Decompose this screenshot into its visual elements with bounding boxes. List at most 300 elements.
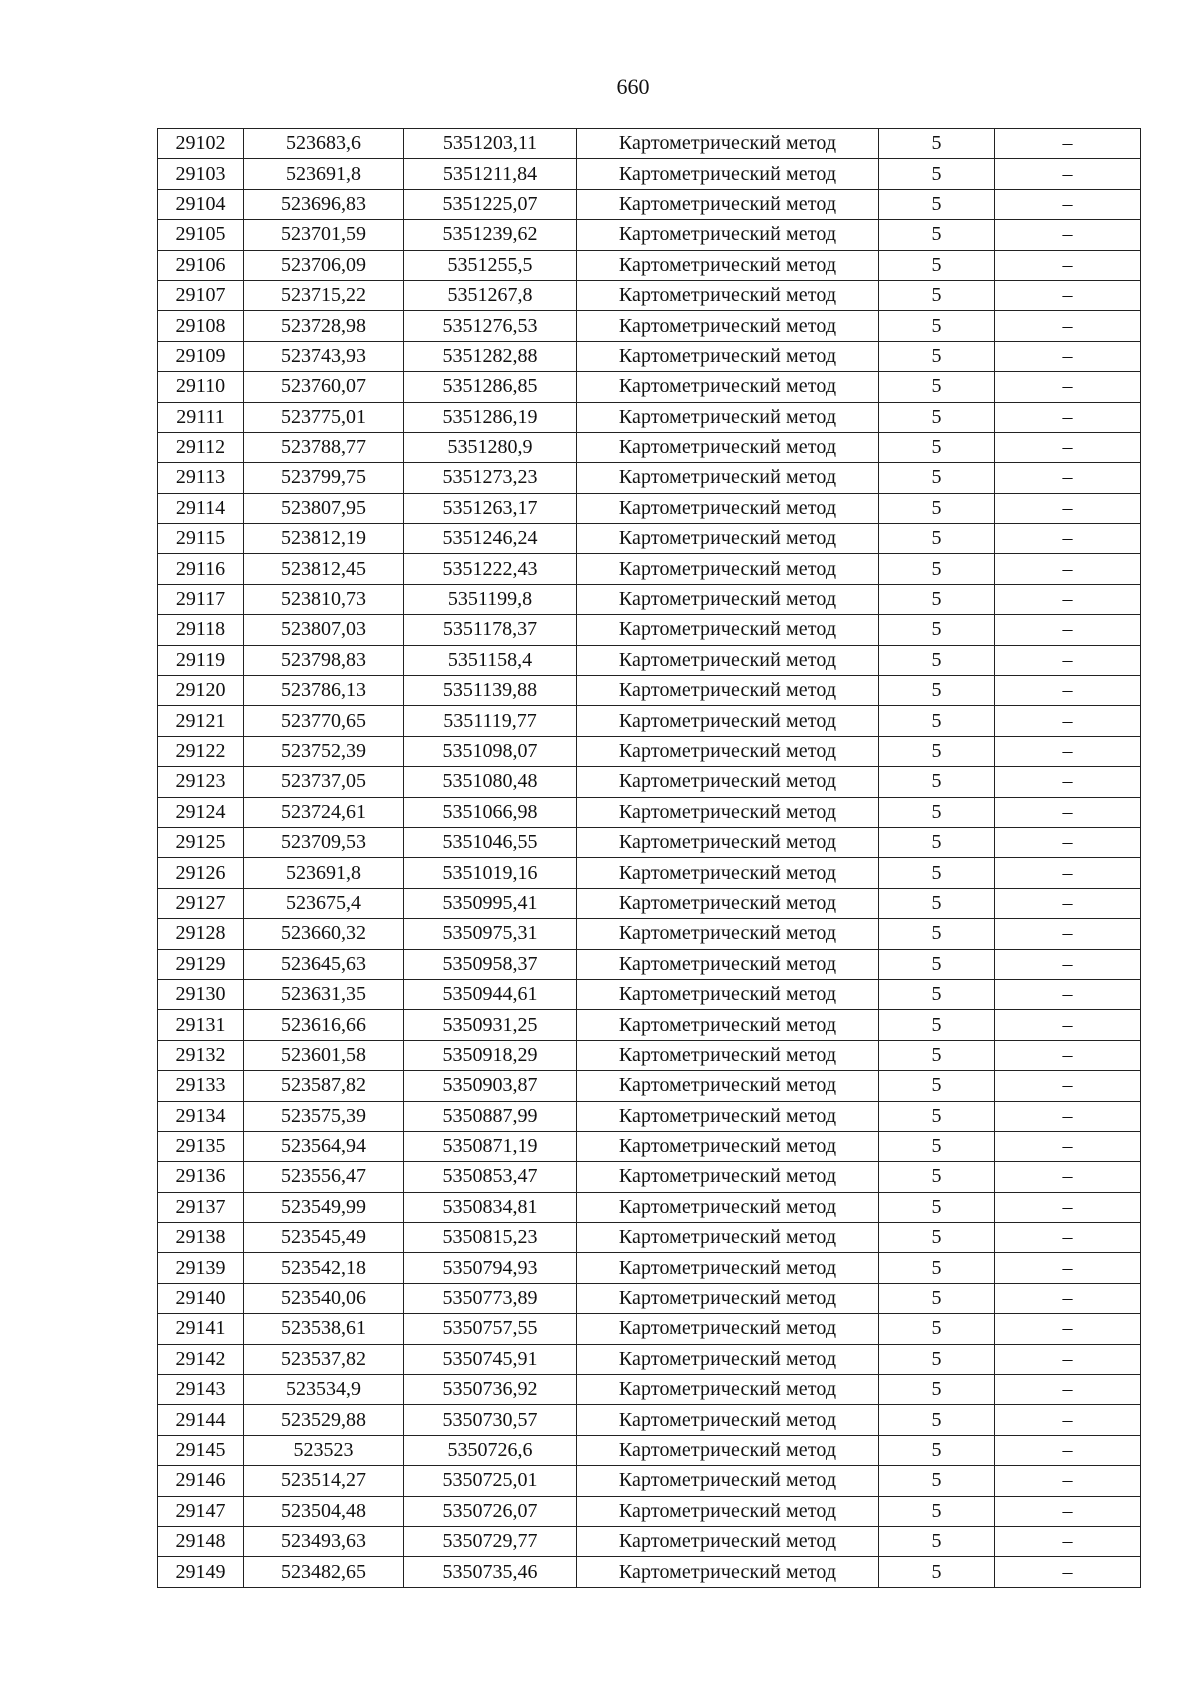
method-cell: Картометрический метод [577, 250, 879, 280]
accuracy-cell: 5 [879, 463, 995, 493]
point-number-cell: 29126 [158, 858, 244, 888]
y-coordinate-cell: 5351286,19 [404, 402, 577, 432]
accuracy-cell: 5 [879, 1010, 995, 1040]
table-row [158, 888, 1141, 918]
method-cell: Картометрический метод [577, 129, 879, 159]
note-cell: – [995, 584, 1141, 614]
y-coordinate-cell: 5350726,6 [404, 1435, 577, 1465]
accuracy-cell: 5 [879, 615, 995, 645]
point-number-cell: 29137 [158, 1192, 244, 1222]
point-number-cell: 29123 [158, 767, 244, 797]
y-coordinate-cell: 5351225,07 [404, 189, 577, 219]
accuracy-cell: 5 [879, 432, 995, 462]
table-row [158, 129, 1141, 159]
note-cell: – [995, 524, 1141, 554]
note-cell: – [995, 949, 1141, 979]
method-cell: Картометрический метод [577, 1101, 879, 1131]
table-row [158, 1192, 1141, 1222]
y-coordinate-cell: 5351273,23 [404, 463, 577, 493]
x-coordinate-cell: 523807,03 [244, 615, 404, 645]
y-coordinate-cell: 5351080,48 [404, 767, 577, 797]
point-number-cell: 29114 [158, 493, 244, 523]
note-cell: – [995, 493, 1141, 523]
table-row [158, 706, 1141, 736]
accuracy-cell: 5 [879, 949, 995, 979]
y-coordinate-cell: 5351246,24 [404, 524, 577, 554]
x-coordinate-cell: 523631,35 [244, 979, 404, 1009]
y-coordinate-cell: 5351239,62 [404, 220, 577, 250]
coordinates-table [157, 128, 1141, 1588]
x-coordinate-cell: 523549,99 [244, 1192, 404, 1222]
accuracy-cell: 5 [879, 706, 995, 736]
y-coordinate-cell: 5351276,53 [404, 311, 577, 341]
accuracy-cell: 5 [879, 1344, 995, 1374]
table-row [158, 919, 1141, 949]
x-coordinate-cell: 523575,39 [244, 1101, 404, 1131]
y-coordinate-cell: 5350853,47 [404, 1162, 577, 1192]
accuracy-cell: 5 [879, 1192, 995, 1222]
x-coordinate-cell: 523504,48 [244, 1496, 404, 1526]
note-cell: – [995, 1040, 1141, 1070]
x-coordinate-cell: 523534,9 [244, 1375, 404, 1405]
table-row [158, 645, 1141, 675]
x-coordinate-cell: 523538,61 [244, 1314, 404, 1344]
note-cell: – [995, 1253, 1141, 1283]
y-coordinate-cell: 5350887,99 [404, 1101, 577, 1131]
method-cell: Картометрический метод [577, 888, 879, 918]
note-cell: – [995, 1375, 1141, 1405]
x-coordinate-cell: 523810,73 [244, 584, 404, 614]
method-cell: Картометрический метод [577, 220, 879, 250]
method-cell: Картометрический метод [577, 797, 879, 827]
method-cell: Картометрический метод [577, 524, 879, 554]
x-coordinate-cell: 523799,75 [244, 463, 404, 493]
note-cell: – [995, 919, 1141, 949]
y-coordinate-cell: 5351282,88 [404, 341, 577, 371]
y-coordinate-cell: 5351211,84 [404, 159, 577, 189]
table-row [158, 827, 1141, 857]
method-cell: Картометрический метод [577, 1010, 879, 1040]
y-coordinate-cell: 5351203,11 [404, 129, 577, 159]
method-cell: Картометрический метод [577, 645, 879, 675]
x-coordinate-cell: 523760,07 [244, 372, 404, 402]
method-cell: Картометрический метод [577, 706, 879, 736]
point-number-cell: 29125 [158, 827, 244, 857]
note-cell: – [995, 432, 1141, 462]
y-coordinate-cell: 5350735,46 [404, 1557, 577, 1587]
table-row [158, 554, 1141, 584]
point-number-cell: 29124 [158, 797, 244, 827]
method-cell: Картометрический метод [577, 189, 879, 219]
accuracy-cell: 5 [879, 372, 995, 402]
accuracy-cell: 5 [879, 1040, 995, 1070]
point-number-cell: 29122 [158, 736, 244, 766]
x-coordinate-cell: 523645,63 [244, 949, 404, 979]
accuracy-cell: 5 [879, 584, 995, 614]
method-cell: Картометрический метод [577, 402, 879, 432]
table-row [158, 615, 1141, 645]
x-coordinate-cell: 523660,32 [244, 919, 404, 949]
note-cell: – [995, 827, 1141, 857]
accuracy-cell: 5 [879, 1131, 995, 1161]
accuracy-cell: 5 [879, 676, 995, 706]
point-number-cell: 29106 [158, 250, 244, 280]
table-row [158, 1253, 1141, 1283]
x-coordinate-cell: 523542,18 [244, 1253, 404, 1283]
point-number-cell: 29121 [158, 706, 244, 736]
accuracy-cell: 5 [879, 220, 995, 250]
method-cell: Картометрический метод [577, 372, 879, 402]
method-cell: Картометрический метод [577, 1466, 879, 1496]
note-cell: – [995, 129, 1141, 159]
y-coordinate-cell: 5350834,81 [404, 1192, 577, 1222]
y-coordinate-cell: 5351098,07 [404, 736, 577, 766]
method-cell: Картометрический метод [577, 827, 879, 857]
x-coordinate-cell: 523691,8 [244, 159, 404, 189]
note-cell: – [995, 1405, 1141, 1435]
y-coordinate-cell: 5351019,16 [404, 858, 577, 888]
method-cell: Картометрический метод [577, 1040, 879, 1070]
method-cell: Картометрический метод [577, 1253, 879, 1283]
point-number-cell: 29104 [158, 189, 244, 219]
note-cell: – [995, 1101, 1141, 1131]
table-row [158, 1344, 1141, 1374]
accuracy-cell: 5 [879, 888, 995, 918]
y-coordinate-cell: 5351139,88 [404, 676, 577, 706]
note-cell: – [995, 1162, 1141, 1192]
accuracy-cell: 5 [879, 979, 995, 1009]
note-cell: – [995, 1526, 1141, 1556]
note-cell: – [995, 797, 1141, 827]
note-cell: – [995, 1557, 1141, 1587]
y-coordinate-cell: 5350975,31 [404, 919, 577, 949]
method-cell: Картометрический метод [577, 1223, 879, 1253]
note-cell: – [995, 979, 1141, 1009]
y-coordinate-cell: 5350745,91 [404, 1344, 577, 1374]
point-number-cell: 29132 [158, 1040, 244, 1070]
accuracy-cell: 5 [879, 402, 995, 432]
note-cell: – [995, 250, 1141, 280]
y-coordinate-cell: 5350815,23 [404, 1223, 577, 1253]
x-coordinate-cell: 523540,06 [244, 1283, 404, 1313]
note-cell: – [995, 1192, 1141, 1222]
x-coordinate-cell: 523706,09 [244, 250, 404, 280]
point-number-cell: 29146 [158, 1466, 244, 1496]
method-cell: Картометрический метод [577, 432, 879, 462]
accuracy-cell: 5 [879, 1466, 995, 1496]
x-coordinate-cell: 523724,61 [244, 797, 404, 827]
x-coordinate-cell: 523529,88 [244, 1405, 404, 1435]
y-coordinate-cell: 5350730,57 [404, 1405, 577, 1435]
method-cell: Картометрический метод [577, 1557, 879, 1587]
note-cell: – [995, 767, 1141, 797]
point-number-cell: 29110 [158, 372, 244, 402]
method-cell: Картометрический метод [577, 463, 879, 493]
point-number-cell: 29133 [158, 1071, 244, 1101]
method-cell: Картометрический метод [577, 919, 879, 949]
accuracy-cell: 5 [879, 919, 995, 949]
y-coordinate-cell: 5350773,89 [404, 1283, 577, 1313]
x-coordinate-cell: 523691,8 [244, 858, 404, 888]
table-row [158, 463, 1141, 493]
table-row [158, 432, 1141, 462]
table-row [158, 1466, 1141, 1496]
point-number-cell: 29107 [158, 280, 244, 310]
note-cell: – [995, 615, 1141, 645]
note-cell: – [995, 1344, 1141, 1374]
x-coordinate-cell: 523770,65 [244, 706, 404, 736]
method-cell: Картометрический метод [577, 493, 879, 523]
note-cell: – [995, 858, 1141, 888]
point-number-cell: 29115 [158, 524, 244, 554]
table-row [158, 159, 1141, 189]
table-row [158, 1010, 1141, 1040]
table-row [158, 1162, 1141, 1192]
y-coordinate-cell: 5350918,29 [404, 1040, 577, 1070]
method-cell: Картометрический метод [577, 1131, 879, 1161]
point-number-cell: 29141 [158, 1314, 244, 1344]
y-coordinate-cell: 5351286,85 [404, 372, 577, 402]
point-number-cell: 29148 [158, 1526, 244, 1556]
x-coordinate-cell: 523523 [244, 1435, 404, 1465]
x-coordinate-cell: 523775,01 [244, 402, 404, 432]
x-coordinate-cell: 523709,53 [244, 827, 404, 857]
table-row [158, 1131, 1141, 1161]
note-cell: – [995, 1131, 1141, 1161]
note-cell: – [995, 676, 1141, 706]
point-number-cell: 29112 [158, 432, 244, 462]
note-cell: – [995, 1283, 1141, 1313]
point-number-cell: 29103 [158, 159, 244, 189]
point-number-cell: 29102 [158, 129, 244, 159]
x-coordinate-cell: 523798,83 [244, 645, 404, 675]
method-cell: Картометрический метод [577, 858, 879, 888]
note-cell: – [995, 220, 1141, 250]
x-coordinate-cell: 523715,22 [244, 280, 404, 310]
table-row [158, 1314, 1141, 1344]
y-coordinate-cell: 5350794,93 [404, 1253, 577, 1283]
accuracy-cell: 5 [879, 858, 995, 888]
y-coordinate-cell: 5351255,5 [404, 250, 577, 280]
x-coordinate-cell: 523587,82 [244, 1071, 404, 1101]
point-number-cell: 29145 [158, 1435, 244, 1465]
point-number-cell: 29142 [158, 1344, 244, 1374]
accuracy-cell: 5 [879, 1435, 995, 1465]
y-coordinate-cell: 5350736,92 [404, 1375, 577, 1405]
table-row [158, 1223, 1141, 1253]
method-cell: Картометрический метод [577, 1526, 879, 1556]
note-cell: – [995, 1496, 1141, 1526]
x-coordinate-cell: 523545,49 [244, 1223, 404, 1253]
x-coordinate-cell: 523752,39 [244, 736, 404, 766]
accuracy-cell: 5 [879, 1526, 995, 1556]
accuracy-cell: 5 [879, 1101, 995, 1131]
x-coordinate-cell: 523737,05 [244, 767, 404, 797]
method-cell: Картометрический метод [577, 1283, 879, 1313]
y-coordinate-cell: 5351199,8 [404, 584, 577, 614]
method-cell: Картометрический метод [577, 979, 879, 1009]
note-cell: – [995, 402, 1141, 432]
accuracy-cell: 5 [879, 1162, 995, 1192]
table-row [158, 858, 1141, 888]
table-row [158, 1375, 1141, 1405]
point-number-cell: 29130 [158, 979, 244, 1009]
x-coordinate-cell: 523556,47 [244, 1162, 404, 1192]
y-coordinate-cell: 5351280,9 [404, 432, 577, 462]
method-cell: Картометрический метод [577, 311, 879, 341]
accuracy-cell: 5 [879, 189, 995, 219]
method-cell: Картометрический метод [577, 736, 879, 766]
note-cell: – [995, 1466, 1141, 1496]
table-row [158, 949, 1141, 979]
y-coordinate-cell: 5350729,77 [404, 1526, 577, 1556]
table-row [158, 797, 1141, 827]
x-coordinate-cell: 523788,77 [244, 432, 404, 462]
y-coordinate-cell: 5350931,25 [404, 1010, 577, 1040]
accuracy-cell: 5 [879, 250, 995, 280]
point-number-cell: 29135 [158, 1131, 244, 1161]
point-number-cell: 29147 [158, 1496, 244, 1526]
point-number-cell: 29108 [158, 311, 244, 341]
x-coordinate-cell: 523683,6 [244, 129, 404, 159]
accuracy-cell: 5 [879, 1557, 995, 1587]
accuracy-cell: 5 [879, 767, 995, 797]
y-coordinate-cell: 5350903,87 [404, 1071, 577, 1101]
method-cell: Картометрический метод [577, 1496, 879, 1526]
table-row [158, 1101, 1141, 1131]
note-cell: – [995, 311, 1141, 341]
y-coordinate-cell: 5351222,43 [404, 554, 577, 584]
method-cell: Картометрический метод [577, 615, 879, 645]
accuracy-cell: 5 [879, 645, 995, 675]
method-cell: Картометрический метод [577, 280, 879, 310]
point-number-cell: 29120 [158, 676, 244, 706]
accuracy-cell: 5 [879, 280, 995, 310]
y-coordinate-cell: 5350726,07 [404, 1496, 577, 1526]
accuracy-cell: 5 [879, 341, 995, 371]
y-coordinate-cell: 5351263,17 [404, 493, 577, 523]
method-cell: Картометрический метод [577, 341, 879, 371]
point-number-cell: 29138 [158, 1223, 244, 1253]
method-cell: Картометрический метод [577, 584, 879, 614]
page-number: 660 [616, 74, 650, 99]
accuracy-cell: 5 [879, 797, 995, 827]
table-body [158, 129, 1141, 1588]
table-row [158, 1405, 1141, 1435]
y-coordinate-cell: 5350725,01 [404, 1466, 577, 1496]
accuracy-cell: 5 [879, 1253, 995, 1283]
accuracy-cell: 5 [879, 493, 995, 523]
note-cell: – [995, 159, 1141, 189]
point-number-cell: 29128 [158, 919, 244, 949]
accuracy-cell: 5 [879, 827, 995, 857]
point-number-cell: 29143 [158, 1375, 244, 1405]
x-coordinate-cell: 523616,66 [244, 1010, 404, 1040]
note-cell: – [995, 706, 1141, 736]
accuracy-cell: 5 [879, 311, 995, 341]
point-number-cell: 29131 [158, 1010, 244, 1040]
method-cell: Картометрический метод [577, 1071, 879, 1101]
accuracy-cell: 5 [879, 1223, 995, 1253]
note-cell: – [995, 280, 1141, 310]
y-coordinate-cell: 5351046,55 [404, 827, 577, 857]
x-coordinate-cell: 523696,83 [244, 189, 404, 219]
table-row [158, 341, 1141, 371]
table-row [158, 280, 1141, 310]
table-row [158, 402, 1141, 432]
method-cell: Картометрический метод [577, 1314, 879, 1344]
point-number-cell: 29113 [158, 463, 244, 493]
y-coordinate-cell: 5351066,98 [404, 797, 577, 827]
y-coordinate-cell: 5351178,37 [404, 615, 577, 645]
note-cell: – [995, 645, 1141, 675]
table-row [158, 311, 1141, 341]
x-coordinate-cell: 523675,4 [244, 888, 404, 918]
accuracy-cell: 5 [879, 1496, 995, 1526]
x-coordinate-cell: 523743,93 [244, 341, 404, 371]
x-coordinate-cell: 523514,27 [244, 1466, 404, 1496]
accuracy-cell: 5 [879, 736, 995, 766]
table-row [158, 250, 1141, 280]
table-row [158, 676, 1141, 706]
table-row [158, 1283, 1141, 1313]
table-row [158, 1071, 1141, 1101]
accuracy-cell: 5 [879, 1375, 995, 1405]
method-cell: Картометрический метод [577, 1344, 879, 1374]
x-coordinate-cell: 523812,45 [244, 554, 404, 584]
y-coordinate-cell: 5351158,4 [404, 645, 577, 675]
x-coordinate-cell: 523537,82 [244, 1344, 404, 1374]
method-cell: Картометрический метод [577, 1435, 879, 1465]
method-cell: Картометрический метод [577, 1375, 879, 1405]
note-cell: – [995, 1435, 1141, 1465]
table-row [158, 1496, 1141, 1526]
point-number-cell: 29134 [158, 1101, 244, 1131]
method-cell: Картометрический метод [577, 767, 879, 797]
table-row [158, 584, 1141, 614]
accuracy-cell: 5 [879, 159, 995, 189]
x-coordinate-cell: 523728,98 [244, 311, 404, 341]
point-number-cell: 29111 [158, 402, 244, 432]
point-number-cell: 29116 [158, 554, 244, 584]
y-coordinate-cell: 5350958,37 [404, 949, 577, 979]
point-number-cell: 29136 [158, 1162, 244, 1192]
note-cell: – [995, 1071, 1141, 1101]
accuracy-cell: 5 [879, 129, 995, 159]
point-number-cell: 29149 [158, 1557, 244, 1587]
point-number-cell: 29144 [158, 1405, 244, 1435]
table-row [158, 493, 1141, 523]
point-number-cell: 29127 [158, 888, 244, 918]
x-coordinate-cell: 523701,59 [244, 220, 404, 250]
accuracy-cell: 5 [879, 1405, 995, 1435]
point-number-cell: 29129 [158, 949, 244, 979]
table-row [158, 524, 1141, 554]
x-coordinate-cell: 523482,65 [244, 1557, 404, 1587]
y-coordinate-cell: 5351267,8 [404, 280, 577, 310]
table-row [158, 220, 1141, 250]
note-cell: – [995, 736, 1141, 766]
x-coordinate-cell: 523601,58 [244, 1040, 404, 1070]
method-cell: Картометрический метод [577, 1405, 879, 1435]
table-row [158, 1526, 1141, 1556]
y-coordinate-cell: 5350871,19 [404, 1131, 577, 1161]
note-cell: – [995, 1314, 1141, 1344]
method-cell: Картометрический метод [577, 159, 879, 189]
method-cell: Картометрический метод [577, 554, 879, 584]
x-coordinate-cell: 523786,13 [244, 676, 404, 706]
accuracy-cell: 5 [879, 524, 995, 554]
